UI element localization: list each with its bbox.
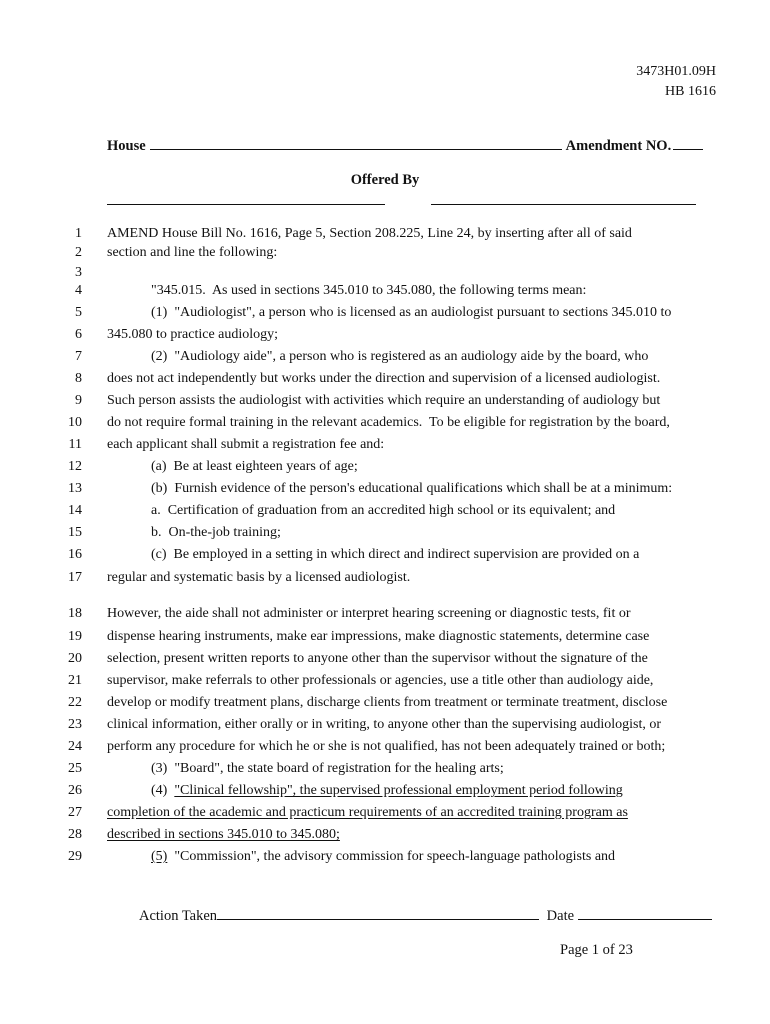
line-text — [107, 824, 340, 846]
text-segment: a. Certification of graduation from an accredited high school or its equivalent; and — [151, 503, 616, 518]
line-text — [107, 242, 277, 264]
text-segment: clinical information, either orally or in writing, to anyone other than the supervising audiologist, or — [107, 717, 662, 732]
line-text — [107, 714, 661, 736]
line-number: 24 — [68, 739, 82, 754]
line-number: 29 — [68, 849, 82, 864]
text-segment: "Commission", the advisory commission for speech-language pathologists and — [167, 849, 616, 864]
document-line — [0, 346, 770, 368]
text-segment: "345.015. As used in sections 345.010 to 345.080, the following terms mean: — [151, 283, 587, 298]
line-text — [151, 500, 615, 522]
text-segment: do not require formal training in the relevant academics. To be eligible for registration by the board, — [107, 415, 670, 430]
line-text — [151, 456, 358, 478]
line-number: 6 — [75, 327, 82, 342]
line-number: 15 — [68, 525, 82, 540]
document-line — [0, 412, 770, 434]
document-line — [0, 324, 770, 346]
document-line — [0, 544, 770, 566]
line-text — [107, 736, 665, 758]
house-label: House — [107, 138, 146, 154]
text-segment: Such person assists the audiologist with activities which require an understanding of audiology but — [107, 393, 661, 408]
document-line — [0, 758, 770, 780]
text-segment: selection, present written reports to anyone other than the supervisor without the signature of the — [107, 651, 648, 666]
line-number: 25 — [68, 761, 82, 776]
document-line — [0, 390, 770, 412]
text-segment: (c) Be employed in a setting in which direct and indirect supervision are provided on a — [151, 547, 640, 562]
underlined-text: (5) — [151, 849, 168, 864]
line-number: 13 — [68, 481, 82, 496]
house-amendment-line — [107, 135, 703, 155]
line-text — [151, 758, 504, 780]
document-line — [0, 802, 770, 824]
line-number: 1 — [75, 226, 82, 241]
text-segment: (3) "Board", the state board of registration for the healing arts; — [151, 761, 504, 776]
document-line — [0, 478, 770, 500]
line-number: 7 — [75, 349, 82, 364]
line-number: 23 — [68, 717, 82, 732]
text-segment: b. On-the-job training; — [151, 525, 281, 540]
amendment-label: Amendment NO. — [565, 138, 672, 154]
document-line — [0, 368, 770, 390]
line-number: 16 — [68, 547, 82, 562]
line-number: 20 — [68, 651, 82, 666]
text-segment: (4) — [151, 783, 175, 798]
document-line — [0, 780, 770, 802]
amendment-number-blank — [673, 135, 703, 150]
line-text — [107, 603, 631, 625]
line-number: 2 — [75, 245, 82, 260]
text-segment: dispense hearing instruments, make ear impressions, make diagnostic statements, determine case — [107, 629, 650, 644]
line-text — [107, 626, 649, 648]
house-blank — [150, 135, 562, 150]
line-text — [107, 390, 660, 412]
text-segment: perform any procedure for which he or she is not qualified, has not been adequately trained or both; — [107, 739, 666, 754]
line-text — [151, 846, 615, 868]
line-number: 18 — [68, 606, 82, 621]
text-segment: However, the aide shall not administer or interpret hearing screening or diagnostic tests, fit or — [107, 606, 631, 621]
line-text — [107, 802, 628, 824]
page-number: Page 1 of 23 — [560, 942, 633, 958]
document-line — [0, 846, 770, 868]
action-taken-label: Action Taken — [139, 908, 218, 924]
document-line — [0, 603, 770, 625]
line-number: 27 — [68, 805, 82, 820]
text-segment: (1) "Audiologist", a person who is licensed as an audiologist pursuant to sections 345.010 to — [151, 305, 672, 320]
line-number: 26 — [68, 783, 82, 798]
line-text — [151, 302, 671, 324]
line-text — [151, 280, 586, 302]
underlined-text: described in sections 345.010 to 345.080; — [107, 827, 340, 842]
text-segment: supervisor, make referrals to other professionals or agencies, use a title other than audiology aide, — [107, 673, 654, 688]
line-number: 11 — [68, 437, 82, 452]
text-segment: (a) Be at least eighteen years of age; — [151, 459, 358, 474]
line-text — [107, 368, 660, 390]
line-number: 12 — [68, 459, 82, 474]
line-text — [107, 324, 278, 346]
document-line — [0, 736, 770, 758]
line-text — [107, 412, 670, 434]
document-line — [0, 648, 770, 670]
text-segment: (2) "Audiology aide", a person who is registered as an audiology aide by the board, who — [151, 349, 649, 364]
text-segment: AMEND House Bill No. 1616, Page 5, Section 208.225, Line 24, by inserting after all of said — [107, 226, 632, 241]
document-line — [0, 692, 770, 714]
text-segment: does not act independently but works under the direction and supervision of a licensed audiologist. — [107, 371, 661, 386]
document-line — [0, 434, 770, 456]
bill-number: HB 1616 — [665, 84, 716, 99]
document-line — [0, 500, 770, 522]
document-line — [0, 824, 770, 846]
document-line — [0, 280, 770, 302]
line-text — [107, 567, 410, 589]
line-number: 8 — [75, 371, 82, 386]
underlined-text: "Clinical fellowship", the supervised professional employment period following — [174, 783, 623, 798]
line-number: 17 — [68, 570, 82, 585]
document-line — [0, 302, 770, 324]
line-number: 9 — [75, 393, 82, 408]
document-line — [0, 714, 770, 736]
document-code: 3473H01.09H — [636, 64, 716, 79]
text-segment: 345.080 to practice audiology; — [107, 327, 279, 342]
document-line — [0, 456, 770, 478]
line-number: 28 — [68, 827, 82, 842]
text-segment: regular and systematic basis by a licensed audiologist. — [107, 570, 411, 585]
offered-by-signature-line-1 — [107, 204, 385, 205]
line-number: 21 — [68, 673, 82, 688]
date-blank — [578, 906, 712, 920]
line-text — [107, 692, 667, 714]
line-number: 14 — [68, 503, 82, 518]
line-number: 4 — [75, 283, 82, 298]
date-label: Date — [546, 908, 575, 924]
line-text — [151, 544, 639, 566]
document-line — [0, 242, 770, 264]
line-number: 22 — [68, 695, 82, 710]
line-text — [151, 478, 672, 500]
line-number: 3 — [75, 265, 82, 280]
text-segment: (b) Furnish evidence of the person's educational qualifications which shall be at a minimum: — [151, 481, 673, 496]
line-number: 10 — [68, 415, 82, 430]
document-line — [0, 522, 770, 544]
action-taken-blank — [217, 906, 539, 920]
document-line — [0, 670, 770, 692]
text-segment: section and line the following: — [107, 245, 278, 260]
line-number: 19 — [68, 629, 82, 644]
document-line — [0, 626, 770, 648]
offered-by-signature-line-2 — [431, 204, 696, 205]
line-number: 5 — [75, 305, 82, 320]
underlined-text: completion of the academic and practicum requirements of an accredited training program as — [107, 805, 628, 820]
offered-by-label: Offered By — [350, 172, 420, 188]
line-text — [151, 346, 648, 368]
text-segment: develop or modify treatment plans, discharge clients from treatment or terminate treatment, disclose — [107, 695, 668, 710]
line-text — [107, 648, 648, 670]
line-text — [151, 522, 281, 544]
line-text — [107, 670, 653, 692]
line-text — [107, 434, 384, 456]
action-taken-line — [139, 906, 712, 925]
document-line — [0, 567, 770, 589]
line-text — [151, 780, 623, 802]
text-segment: each applicant shall submit a registration fee and: — [107, 437, 385, 452]
